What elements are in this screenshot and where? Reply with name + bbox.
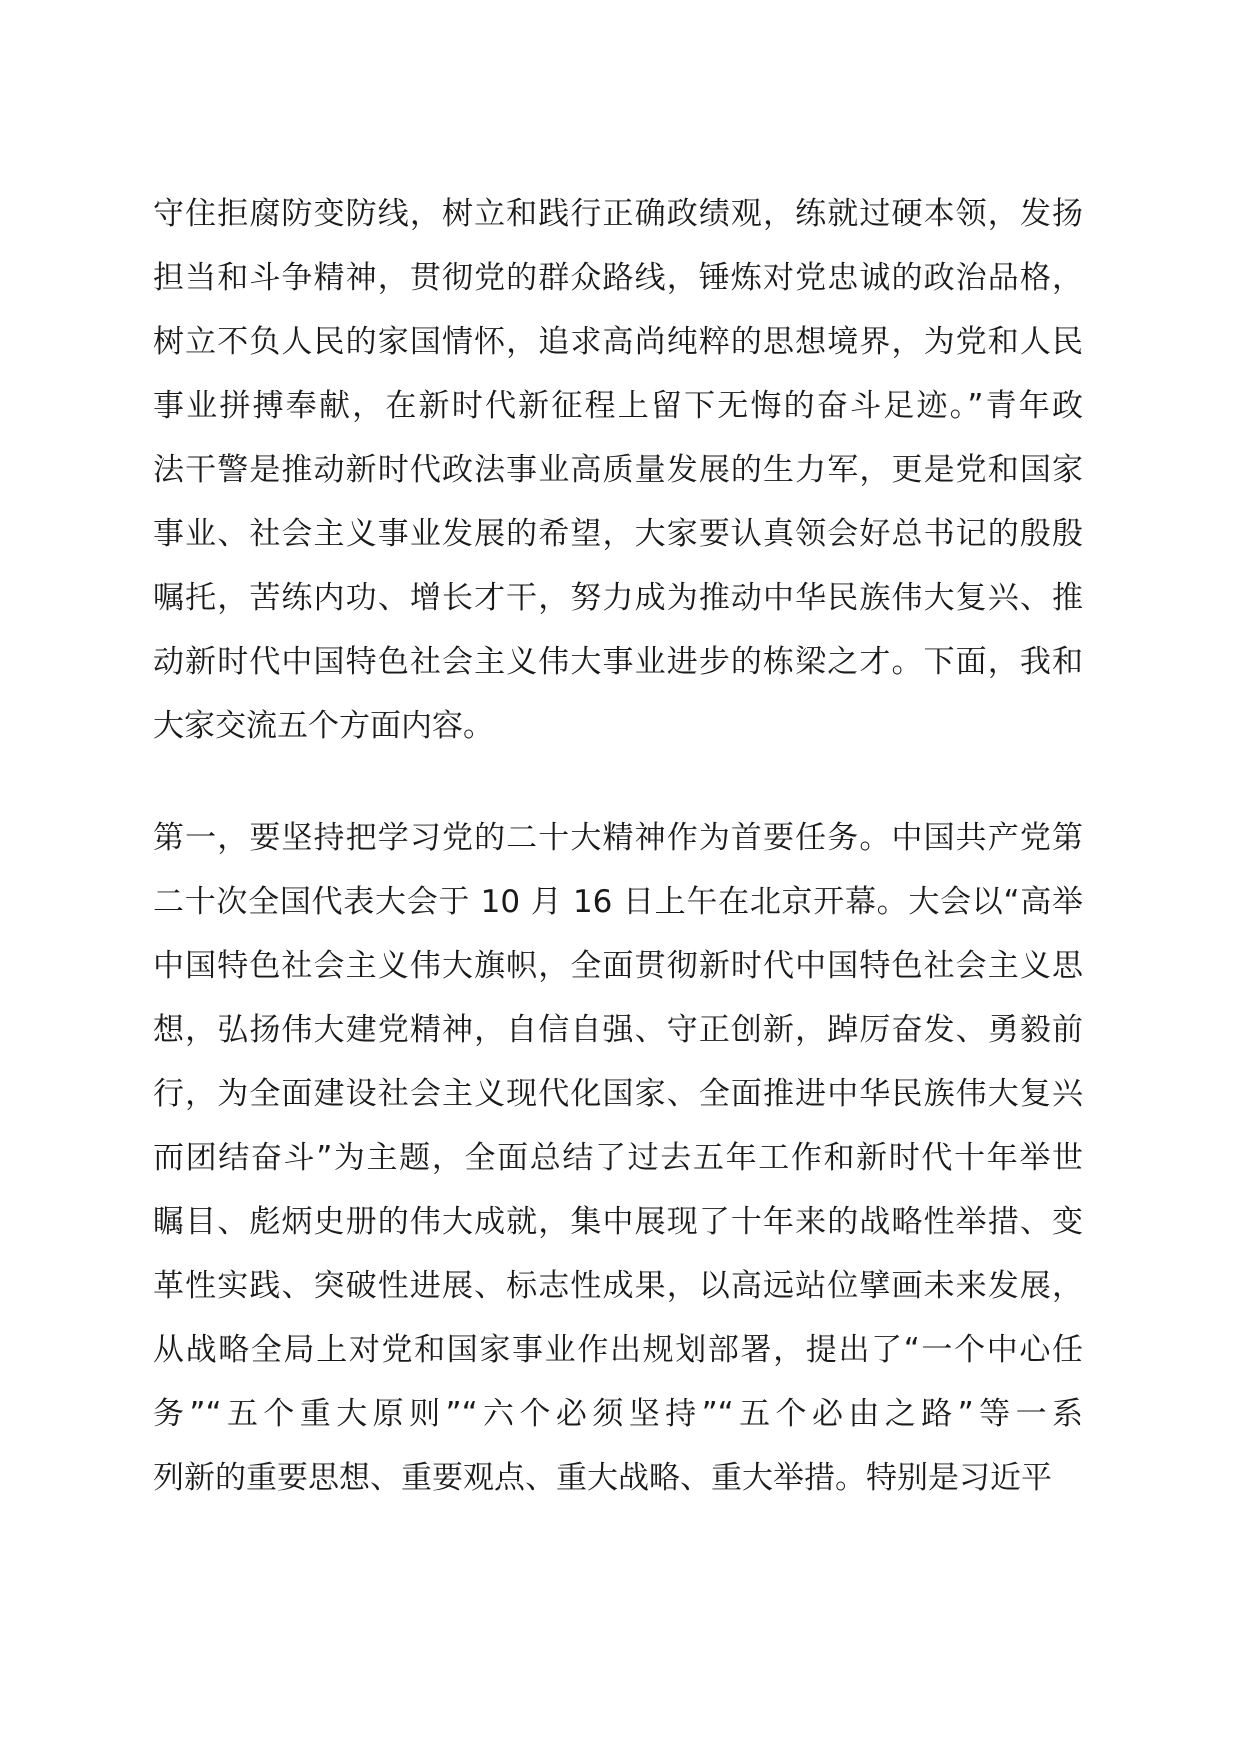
- paragraph-line: 从战略全局上对党和国家事业作出规划部署，提出了“一个中心任: [153, 1332, 1083, 1368]
- paragraph-line: 务”“五个重大原则”“六个必须坚持”“五个必由之路”等一系: [153, 1396, 1083, 1432]
- paragraph-line: 担当和斗争精神，贯彻党的群众路线，锤炼对党忠诚的政治品格，: [153, 260, 1083, 296]
- paragraph-line: 瞩目、彪炳史册的伟大成就，集中展现了十年来的战略性举措、变: [153, 1204, 1083, 1240]
- paragraph-line: 事业拼搏奉献，在新时代新征程上留下无悔的奋斗足迹。”青年政: [153, 388, 1083, 424]
- paragraph-line: 法干警是推动新时代政法事业高质量发展的生力军，更是党和国家: [153, 452, 1083, 488]
- paragraph-line: 二十次全国代表大会于 10 月 16 日上午在北京开幕。大会以“高举: [153, 884, 1083, 920]
- paragraph-line: 行，为全面建设社会主义现代化国家、全面推进中华民族伟大复兴: [153, 1076, 1083, 1112]
- paragraph-line: 而团结奋斗”为主题，全面总结了过去五年工作和新时代十年举世: [153, 1140, 1083, 1176]
- paragraph-1: [153, 182, 1083, 758]
- paragraph-line: 动新时代中国特色社会主义伟大事业进步的栋梁之才。下面，我和: [153, 644, 1083, 680]
- paragraph-line: 革性实践、突破性进展、标志性成果，以高远站位擘画未来发展，: [153, 1268, 1083, 1304]
- paragraph-line: 想，弘扬伟大建党精神，自信自强、守正创新，踔厉奋发、勇毅前: [153, 1012, 1083, 1048]
- paragraph-line: 列新的重要思想、重要观点、重大战略、重大举措。特别是习近平: [153, 1460, 1052, 1496]
- paragraph-line: 守住拒腐防变防线，树立和践行正确政绩观，练就过硬本领，发扬: [153, 196, 1083, 232]
- paragraph-line: 嘱托，苦练内功、增长才干，努力成为推动中华民族伟大复兴、推: [153, 580, 1083, 616]
- paragraph-line: 第一，要坚持把学习党的二十大精神作为首要任务。中国共产党第: [153, 820, 1083, 856]
- paragraph-line: 中国特色社会主义伟大旗帜，全面贯彻新时代中国特色社会主义思: [153, 948, 1083, 984]
- paragraph-line: 树立不负人民的家国情怀，追求高尚纯粹的思想境界，为党和人民: [153, 324, 1083, 360]
- paragraph-line: 大家交流五个方面内容。: [153, 708, 494, 744]
- paragraph-2: [153, 806, 1083, 1510]
- paragraph-line: 事业、社会主义事业发展的希望，大家要认真领会好总书记的殷殷: [153, 516, 1083, 552]
